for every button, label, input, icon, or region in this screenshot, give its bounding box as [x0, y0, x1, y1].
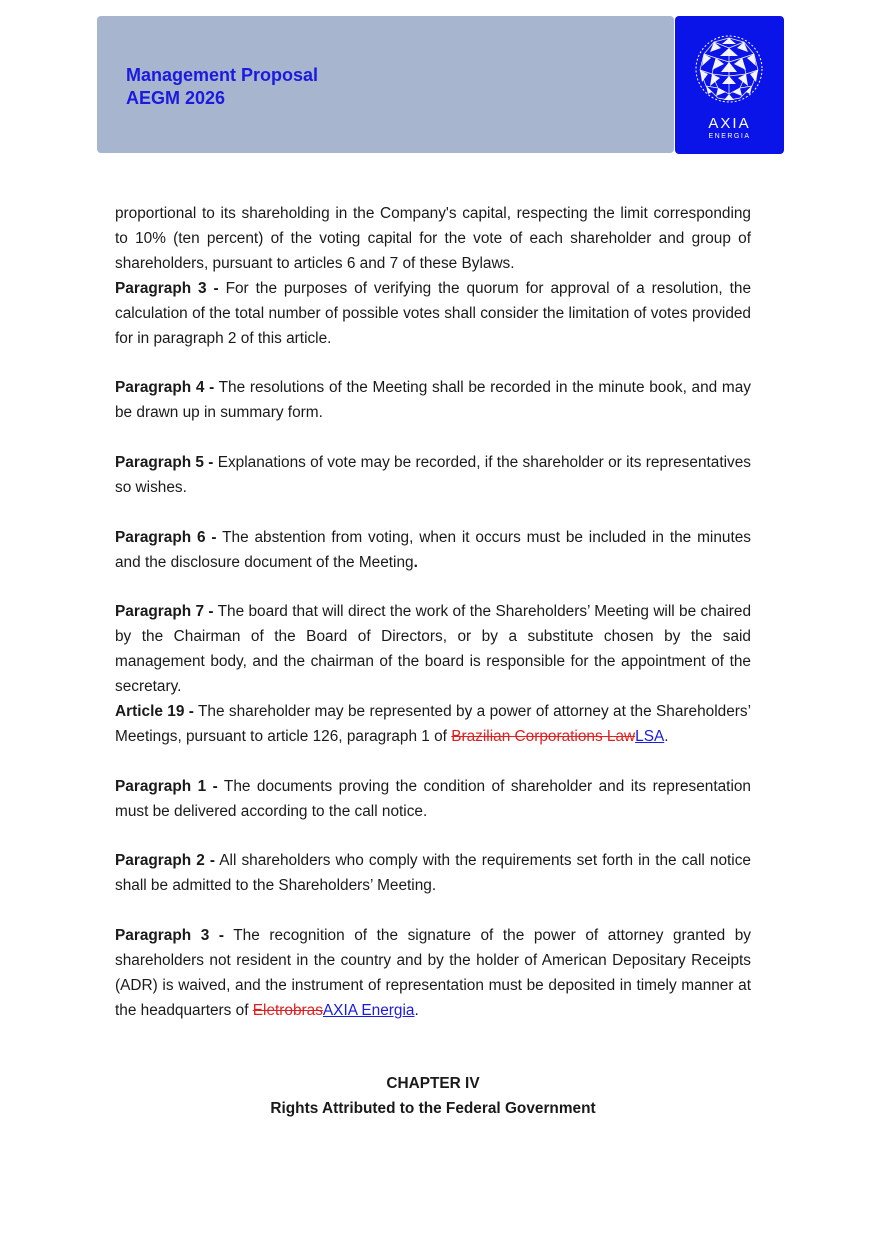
logo-subtitle: ENERGIA [708, 133, 751, 140]
paragraph-label: Paragraph 4 - [115, 379, 215, 397]
paragraph [115, 376, 751, 426]
paragraph-text: The resolutions of the Meeting shall be recorded in the minute book, and may be drawn up in summary form. [115, 379, 751, 422]
paragraph-text: The board that will direct the work of the Shareholders’ Meeting will be chaired by the Chairman of the Board of Directors, or by a substitute chosen by the said management body, and the chairman of the board is responsible for the appointment of the secretary. [115, 603, 751, 696]
paragraph-text: The shareholder may be represented by a power of attorney at the Shareholders’ Meetings, pursuant to article 126, paragraph 1 of [115, 703, 752, 745]
paragraph [115, 600, 751, 700]
inserted-text: LSA [635, 727, 665, 745]
paragraph [115, 849, 751, 899]
deleted-text: Eletrobras [252, 1001, 323, 1019]
geodesic-sphere-icon [694, 34, 764, 104]
paragraph-label: Paragraph 2 - [115, 852, 216, 870]
paragraph [115, 775, 751, 825]
paragraph [115, 277, 751, 352]
paragraph-text: The recognition of the signature of the power of attorney granted by shareholders not resident in the country and by the holder of American Depositary Receipts (ADR) is waived, and the instrument of representation must be deposited in timely manner at the headquarters of [115, 927, 751, 1019]
paragraph-label: Paragraph 1 - [115, 777, 218, 795]
title-line-2: AEGM 2026 [126, 88, 226, 108]
chapter-number: CHAPTER IV [386, 1075, 480, 1092]
header-band [97, 16, 674, 153]
paragraph [115, 924, 751, 1024]
document-body [115, 202, 751, 1024]
paragraph-text: proportional to its shareholding in the Company's capital, respecting the limit corresponding to 10% (ten percent) of the voting capital for the vote of each shareholder and group of shareholders, pursuant to articles 6 and 7 of these Bylaws. [115, 205, 751, 272]
paragraph-label: Paragraph 3 - [115, 279, 219, 297]
paragraph-text: The documents proving the condition of shareholder and its representation must be delivered according to the call notice. [115, 777, 751, 820]
title-line-1: Management Proposal [126, 65, 319, 85]
article-paragraph [115, 700, 751, 750]
inserted-text: AXIA Energia [322, 1001, 415, 1019]
paragraph-text: The abstention from voting, when it occurs must be included in the minutes and the disclosure document of the Meeting [115, 528, 751, 571]
paragraph-label: Paragraph 7 - [115, 603, 214, 621]
paragraph-end: . [414, 1001, 419, 1019]
paragraph-end: . [413, 553, 418, 571]
paragraph-label: Paragraph 6 - [115, 528, 217, 546]
paragraph-label: Paragraph 3 - [115, 927, 224, 945]
paragraph-text: For the purposes of verifying the quorum for approval of a resolution, the calculation of the total number of possible votes shall consider the limitation of votes provided for in paragraph 2 of this article. [115, 279, 751, 347]
paragraph-text: Explanations of vote may be recorded, if the shareholder or its representatives so wishes. [115, 454, 751, 496]
paragraph [115, 202, 751, 277]
logo-wordmark: AXIA [708, 115, 751, 132]
paragraph [115, 526, 751, 576]
paragraph-end: . [664, 727, 669, 745]
axia-logo [675, 16, 784, 154]
chapter-title: Rights Attributed to the Federal Government [270, 1100, 596, 1117]
paragraph [115, 451, 751, 501]
deleted-text: Brazilian Corporations Law [451, 727, 636, 745]
paragraph-label: Paragraph 5 - [115, 454, 214, 472]
document-title [126, 64, 318, 110]
paragraph-text: All shareholders who comply with the requirements set forth in the call notice shall be admitted to the Shareholders’ Meeting. [115, 852, 751, 895]
article-label: Article 19 - [115, 703, 194, 721]
